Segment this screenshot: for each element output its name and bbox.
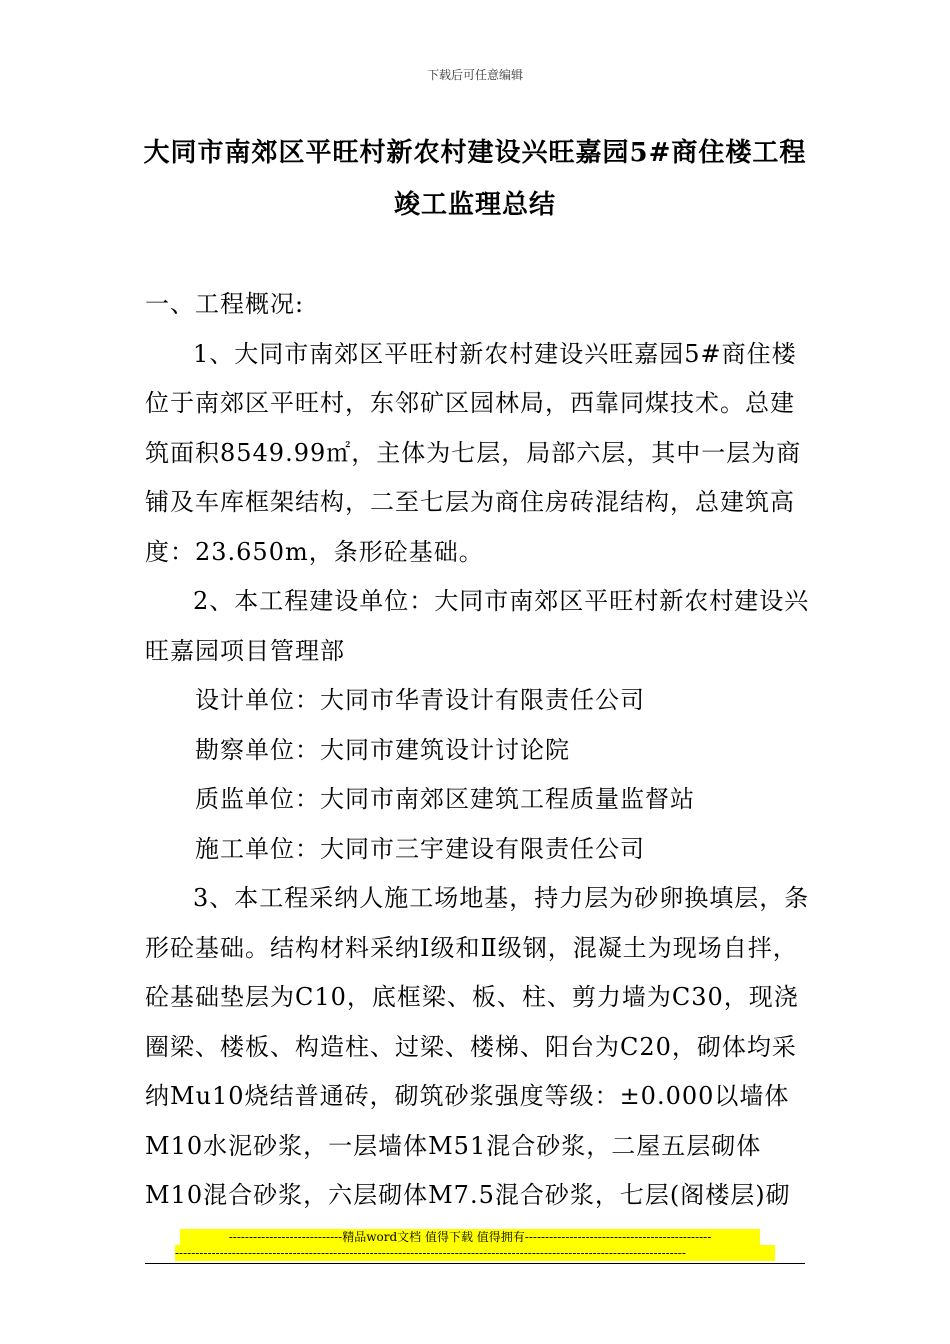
document-title-line2: 竣工监理总结 xyxy=(393,190,556,220)
paragraph-item3: 3、本工程采纳人施工场地基，持力层为砂卵换填层，条形砼基础。结构材料采纳Ⅰ级和Ⅱ级钢，混凝土为现场自拌，砼基础垫层为C10，底框梁、板、柱、剪力墙为C30，现浇圈梁、楼板、构造柱、过梁、楼梯、阳台为C20，砌体均采纳Mu10烧结普通砖，砌筑砂浆强度等级：±0.000以墙体M10水泥砂浆，一层墙体M51混合砂浆，二屋五层砌体M10混合砂浆，六层砌体M7.5混合砂浆，七层(阁楼层)砌 xyxy=(145,884,810,1209)
unit-quality: 质监单位：大同市南郊区建筑工程质量监督站 xyxy=(195,785,695,813)
unit-construction: 施工单位：大同市三宇建设有限责任公司 xyxy=(195,834,645,863)
footer-banner-line2: ------------------------------------------------------------------------------------------------------------------------------ xyxy=(175,1245,775,1261)
footer-divider xyxy=(145,1263,805,1264)
section-heading: 一、工程概况: xyxy=(145,290,305,318)
header-note: 下载后可任意编辑 xyxy=(426,68,523,82)
paragraph-item2: 2、本工程建设单位：大同市南郊区平旺村新农村建设兴旺嘉园项目管理部 xyxy=(145,587,810,665)
unit-survey: 勘察单位：大同市建筑设计讨论院 xyxy=(195,735,570,764)
document-title-line1: 大同市南郊区平旺村新农村建设兴旺嘉园5#商住楼工程 xyxy=(143,138,807,168)
paragraph-item1: 1、大同市南郊区平旺村新农村建设兴旺嘉园5#商住楼位于南郊区平旺村，东邻矿区园林局，西靠同煤技术。总建筑面积8549.99㎡，主体为七层，局部六层，其中一层为商铺及车库框架结构，二至七层为商住房砖混结构，总建筑高度：23.650m，条形砼基础。 xyxy=(145,339,802,566)
unit-design: 设计单位：大同市华青设计有限责任公司 xyxy=(195,686,645,714)
footer-banner-line1: ----------------------------精品word文档 值得下载 值得拥有---------------------------------------------- xyxy=(180,1229,760,1245)
document-body xyxy=(145,280,815,1221)
